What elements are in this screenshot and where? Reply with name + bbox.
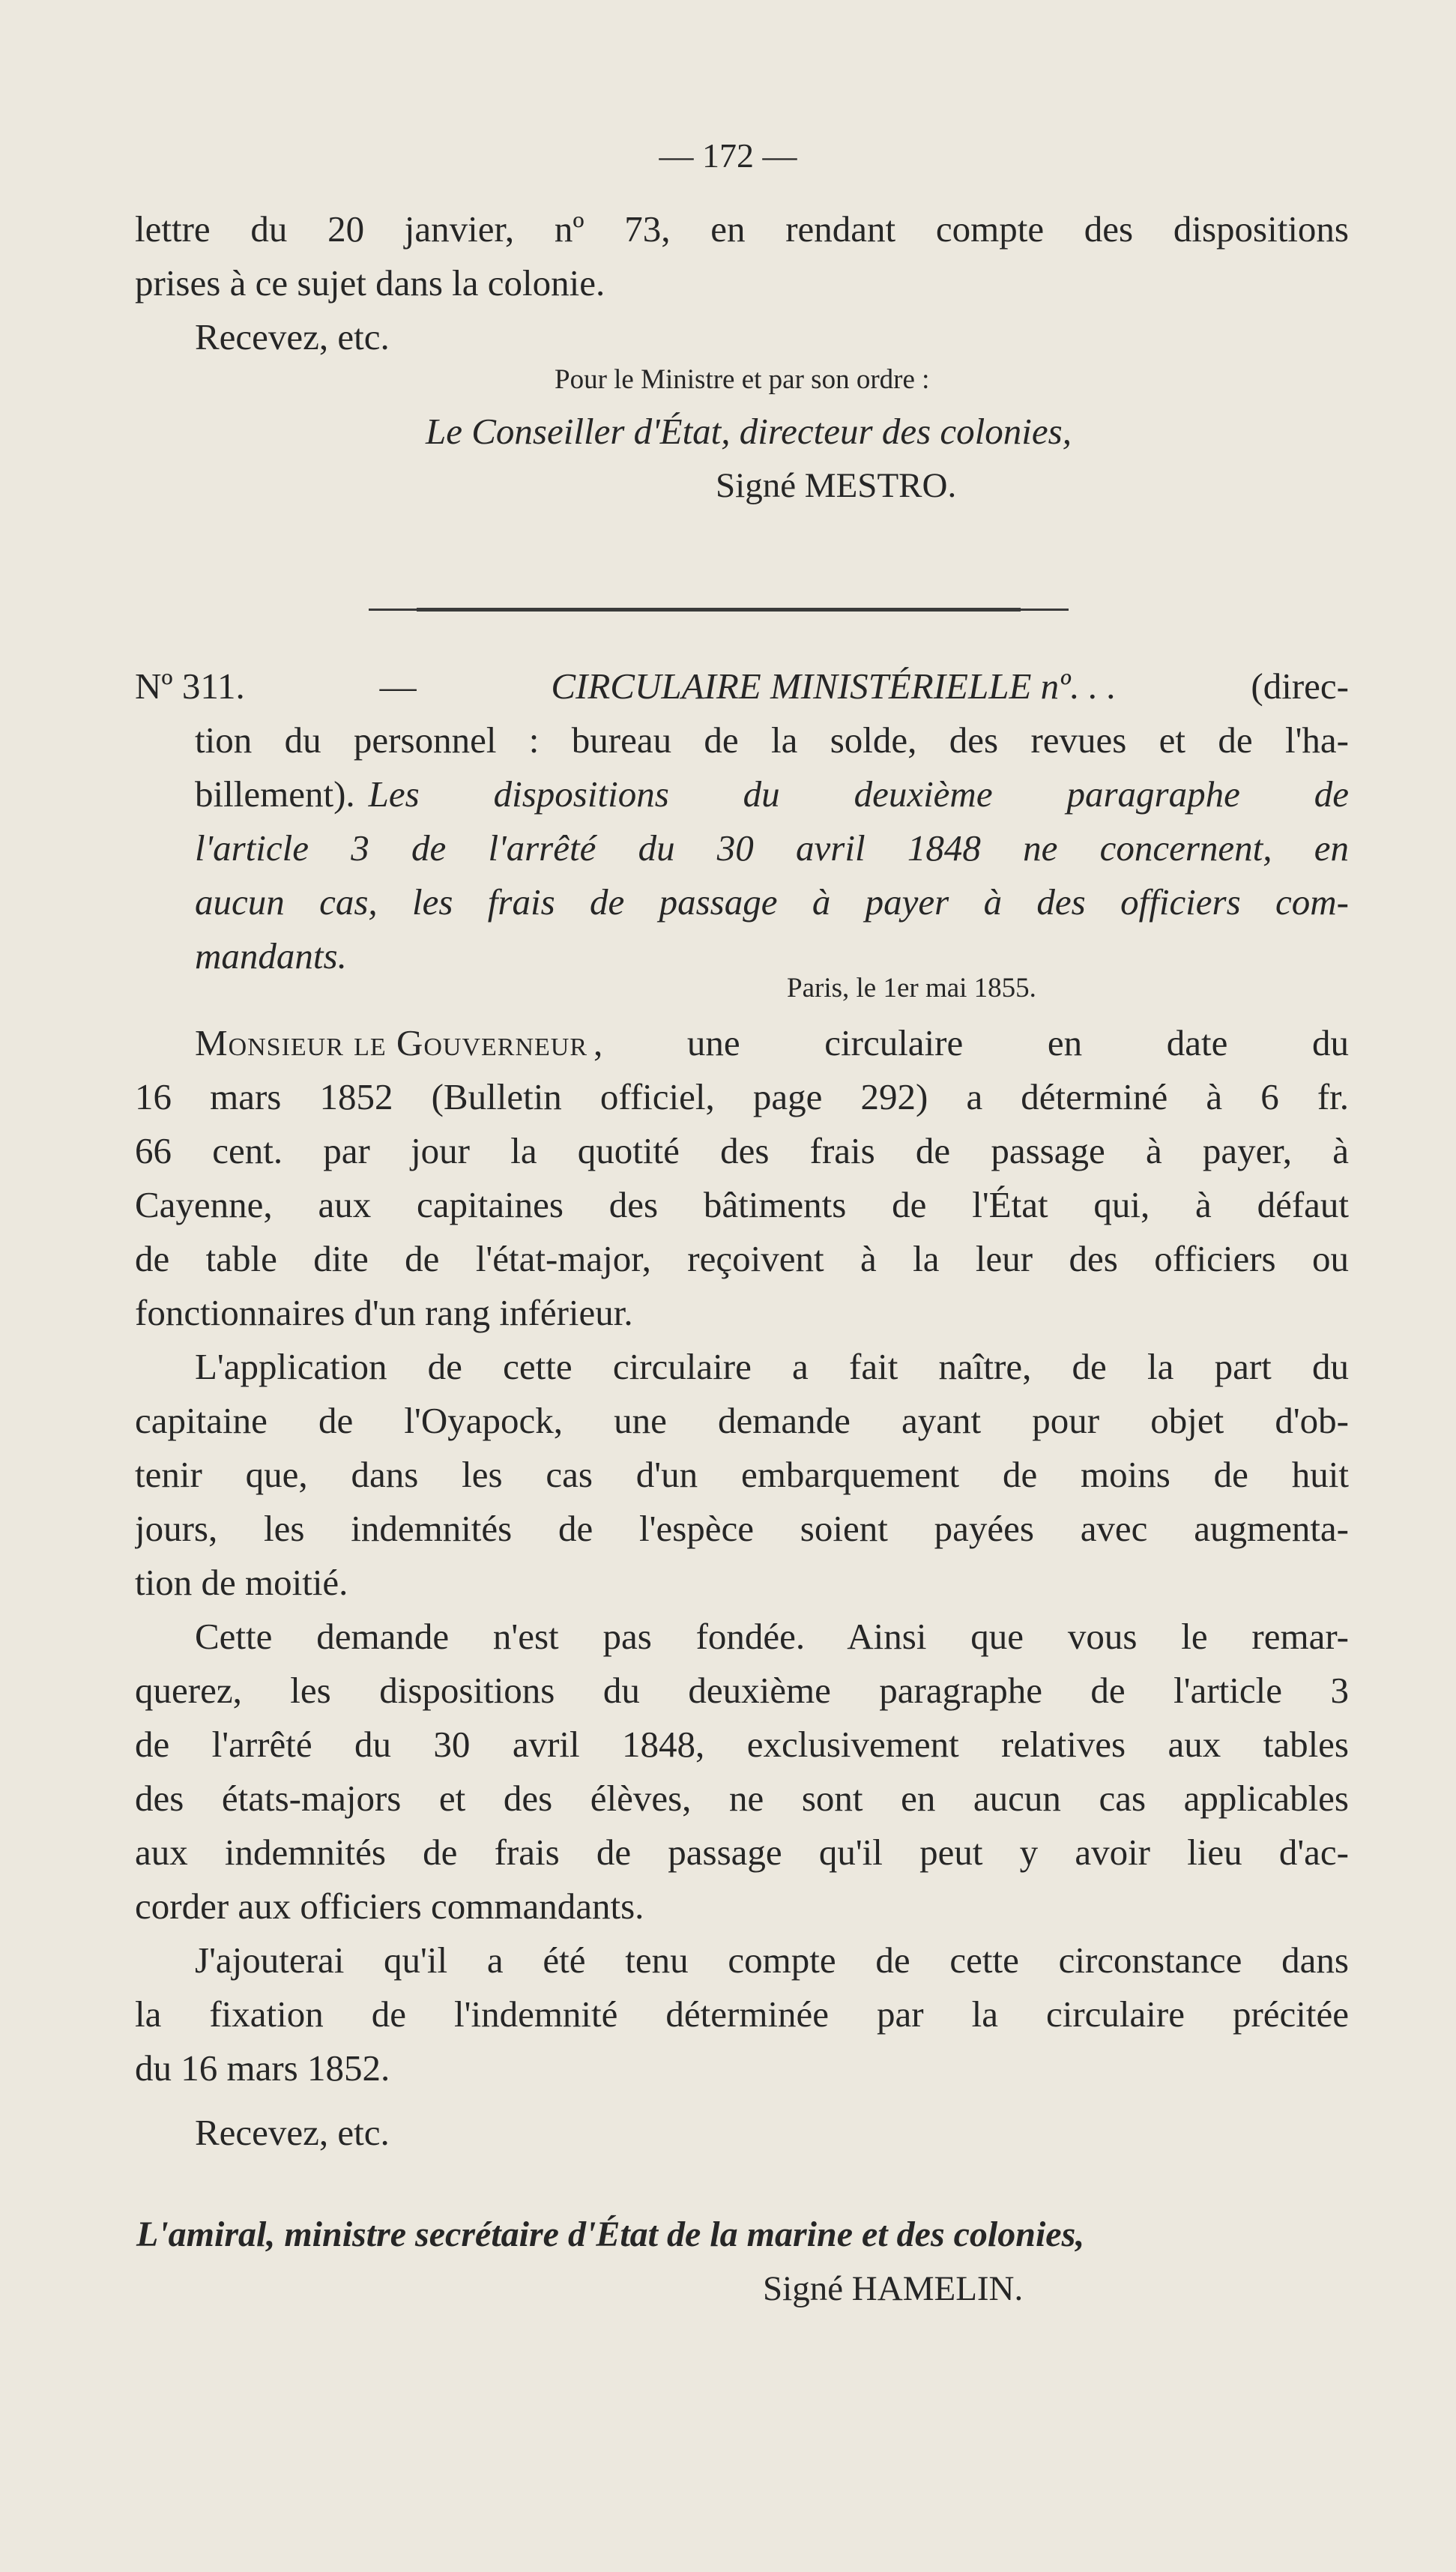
circular-summary: aucun cas, les frais de passage à payer à des officiers com-	[195, 881, 1349, 923]
dateline: Paris, le 1er mai 1855.	[787, 973, 1036, 1003]
paragraph-2-line: jours, les indemnités de l'espèce soient payées avec augmenta-	[135, 1508, 1349, 1549]
paragraph-4-line: la fixation de l'indemnité déterminée par la circulaire précitée	[135, 1993, 1349, 2035]
salutation: Monsieur le Gouverneur	[195, 1022, 587, 1063]
closing-recevez: Recevez, etc.	[195, 316, 390, 357]
circular-summary: mandants.	[195, 935, 347, 976]
signature-block-2	[135, 2208, 1349, 2316]
paragraph-1-line: de table dite de l'état-major, reçoivent à la leur des officiers ou	[135, 1238, 1349, 1279]
circular-summary-line	[135, 767, 1349, 821]
paragraph-3-line: Cette demande n'est pas fondée. Ainsi que vous le remar-	[195, 1616, 1349, 1657]
circular-header	[135, 659, 1349, 983]
circular-number: Nº 311.	[135, 665, 245, 707]
circular-summary: l'article 3 de l'arrêté du 30 avril 1848 ne concernent, en	[195, 827, 1349, 869]
signature-title: L'amiral, ministre secrétaire d'État de la marine et des colonies,	[136, 2215, 1085, 2254]
circular-direction-end: billement).	[195, 773, 355, 815]
signature-title-block	[135, 405, 1349, 513]
paragraph-2-line: tenir que, dans les cas d'un embarquement de moins de huit	[135, 1454, 1349, 1495]
page-number: — 172 —	[659, 136, 797, 175]
paragraph-2-line: capitaine de l'Oyapock, une demande ayant pour objet d'ob-	[135, 1400, 1349, 1441]
signature-block-1	[135, 358, 1349, 402]
paragraph-2-line: L'application de cette circulaire a fait naître, de la part du	[195, 1346, 1349, 1387]
circular-direction: tion du personnel : bureau de la solde, des revues et de l'ha-	[195, 719, 1349, 761]
paragraph-1-line: fonctionnaires d'un rang inférieur.	[135, 1292, 633, 1333]
paragraph-1-line: Cayenne, aux capitaines des bâtiments de l'État qui, à défaut	[135, 1184, 1349, 1225]
paragraph-1-line: , une circulaire en date du	[593, 1022, 1349, 1063]
circular-title-rest: (direc-	[1251, 665, 1349, 707]
dateline-block	[135, 967, 1349, 1010]
paragraph-1-line: 66 cent. par jour la quotité des frais de passage à payer, à	[135, 1130, 1349, 1171]
paragraph-1-line: 16 mars 1852 (Bulletin officiel, page 292) a déterminé à 6 fr.	[135, 1076, 1349, 1117]
paragraph-2-line: tion de moitié.	[135, 1562, 348, 1603]
closing-recevez: Recevez, etc.	[195, 2112, 390, 2153]
continuation-line: prises à ce sujet dans la colonie.	[135, 262, 605, 304]
signature-name: Signé MESTRO.	[716, 466, 957, 505]
signature-title: Le Conseiller d'État, directeur des colonies,	[426, 411, 1072, 452]
paragraph-4-line: du 16 mars 1852.	[135, 2047, 390, 2089]
paragraph-4-line: J'ajouterai qu'il a été tenu compte de cette circonstance dans	[195, 1939, 1349, 1981]
circular-summary: Les dispositions du deuxième paragraphe de	[368, 773, 1349, 815]
signature-name: Signé HAMELIN.	[763, 2269, 1024, 2308]
paragraph-3-line: de l'arrêté du 30 avril 1848, exclusivement relatives aux tables	[135, 1724, 1349, 1765]
continuation-block	[135, 202, 1349, 364]
paragraph-3-line: corder aux officiers commandants.	[135, 1886, 644, 1927]
heading-dash: —	[379, 665, 417, 707]
circular-title: CIRCULAIRE MINISTÉRIELLE nº. . .	[551, 665, 1117, 707]
paragraph-3-line: querez, les dispositions du deuxième paragraphe de l'article 3	[135, 1670, 1349, 1711]
signature-preamble: Pour le Ministre et par son ordre :	[555, 364, 930, 395]
paragraph-3-line: des états-majors et des élèves, ne sont en aucun cas applicables	[135, 1778, 1349, 1819]
circular-heading-line	[135, 659, 1349, 713]
section-divider	[417, 608, 1021, 612]
paragraph-3-line: aux indemnités de frais de passage qu'il peut y avoir lieu d'ac-	[135, 1832, 1349, 1873]
paragraph-1-first-line	[135, 1016, 1349, 1070]
continuation-line: lettre du 20 janvier, nº 73, en rendant compte des dispositions	[135, 208, 1349, 250]
circular-body	[135, 1016, 1349, 2160]
